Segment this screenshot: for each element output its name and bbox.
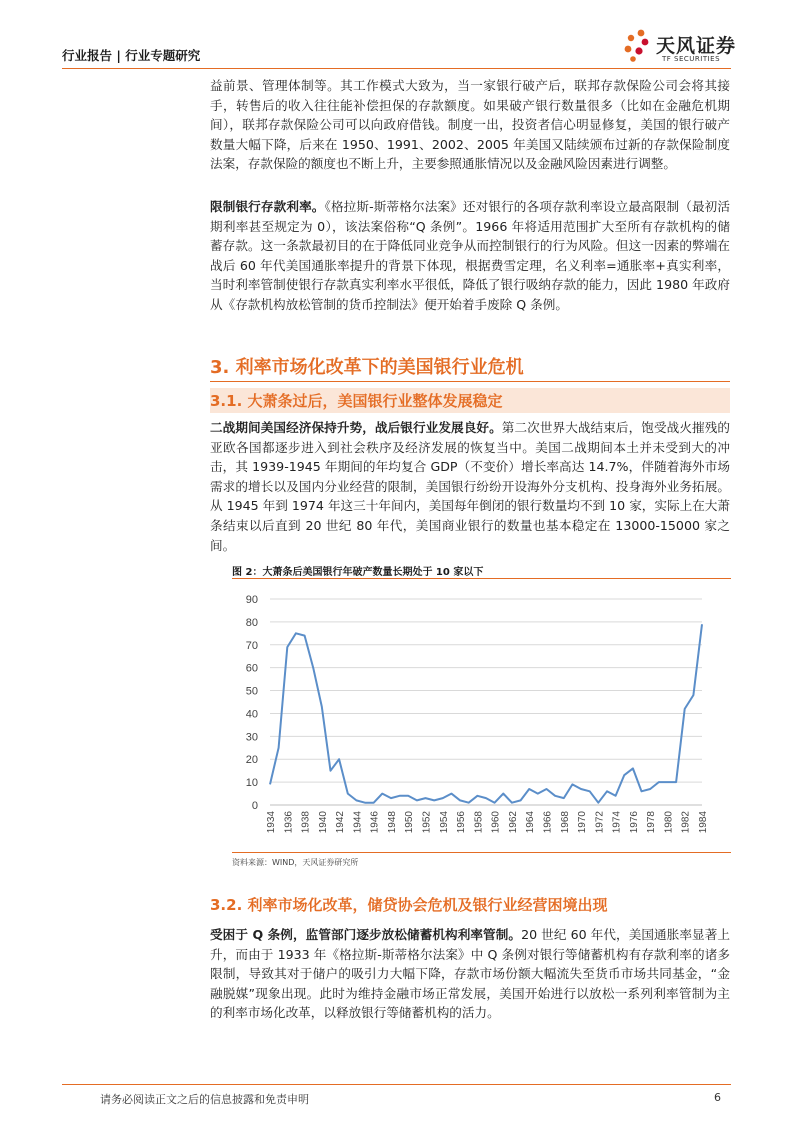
paragraph-body: 第二次世界大战结束后，饱受战火摧残的亚欧各国都逐步进入到社会秩序及经济发展的恢复当中。美国二战期间本土并未受到大的冲击，其 1939-1945 年期间的年均复合 GDP（不变价）增长率高达 14.7%，伴随着海外市场需求的增长以及国内分业经营的限制，美国银行纷纷开设海外分支机构、投身海外业务拓展。从 1945 年到 1974 年这三十年间内，美国每年倒闭的银行数量均不到 10 家，实际上在大萧条结束以后直到 20 世纪 80 年代，美国商业银行的数量也基本稳定在 13000-15000 家之间。 (210, 420, 731, 553)
header-divider (62, 68, 731, 69)
paragraph-postwar (210, 418, 730, 555)
x-tick-label: 1966 (542, 811, 554, 834)
y-tick-label: 50 (245, 685, 258, 698)
x-tick-label: 1980 (663, 811, 675, 834)
x-tick-label: 1984 (698, 811, 709, 834)
x-tick-label: 1944 (352, 811, 364, 834)
x-tick-label: 1938 (300, 811, 312, 834)
paragraph-lead: 限制银行存款利率。 (210, 199, 325, 214)
paragraph-body: 《格拉斯-斯蒂格尔法案》还对银行的各项存款利率设立最高限制（最初活期利率甚至规定为 0），该法案俗称“Q 条例”。1966 年将适用范围扩大至所有存款机构的储蓄存款。这一条款最初目的在于降低同业竞争从而控制银行的行为风险。但这一因素的弊端在战后 60 年代美国通胀率提升的背景下体现，根据费雪定理，名义利率=通胀率+真实利率，当时利率管制使银行存款真实利率水平很低，降低了银行吸纳存款的能力，因此 1980 年政府从《存款机构放松管制的货币控制法》便开始着手废除 Q 条例。 (210, 199, 730, 312)
header-title: 行业报告 | 行业专题研究 (62, 48, 201, 63)
x-tick-label: 1942 (335, 811, 347, 834)
figure-source: 资料来源：WIND，天风证券研究所 (232, 858, 359, 867)
logo-text-cn: 天风证券 (656, 35, 737, 57)
page-number: 6 (714, 1091, 721, 1104)
logo-icon (622, 28, 652, 62)
y-tick-label: 70 (245, 639, 258, 652)
bank-failures-line-chart (232, 582, 731, 850)
x-tick-label: 1974 (611, 811, 623, 834)
x-tick-label: 1964 (525, 811, 537, 834)
subsection-heading-3-2: 3.2. 利率市场化改革，储贷协会危机及银行业经营困境出现 (210, 896, 608, 914)
figure-title: 图 2：大萧条后美国银行年破产数量长期处于 10 家以下 (232, 567, 484, 578)
paragraph-lead: 受困于 Q 条例，监管部门逐步放松储蓄机构利率管制。 (210, 927, 522, 942)
y-tick-label: 90 (245, 594, 258, 606)
y-tick-label: 10 (245, 777, 258, 790)
x-tick-label: 1952 (421, 811, 433, 834)
x-tick-label: 1982 (680, 811, 692, 834)
x-tick-label: 1940 (317, 811, 329, 834)
x-tick-label: 1978 (646, 811, 658, 834)
section-heading-3: 3. 利率市场化改革下的美国银行业危机 (210, 357, 524, 378)
x-tick-label: 1958 (473, 811, 485, 834)
section-divider (210, 381, 730, 382)
footer-divider (62, 1084, 731, 1085)
paragraph-deposit-insurance: 益前景、管理体制等。其工作模式大致为，当一家银行破产后，联邦存款保险公司会将其接手，转售后的收入往往能补偿担保的存款额度。如果破产银行数量很多（比如在金融危机期间），联邦存款保险公司可以向政府借钱。制度一出，投资者信心明显修复，美国的银行破产数量大幅下降，后来在 1950、1991、2002、2005 年美国又陆续颁布过新的存款保险制度法案，存款保险的额度也不断上升，主要参照通胀情况以及金融风险因素进行调整。 (210, 78, 730, 172)
paragraph-lead: 二战期间美国经济保持升势，战后银行业发展良好。 (210, 420, 502, 435)
figure-top-rule (232, 578, 731, 579)
x-tick-label: 1954 (438, 811, 450, 834)
x-tick-label: 1934 (266, 811, 277, 834)
y-tick-label: 60 (245, 662, 258, 675)
paragraph-q-regulation (210, 925, 730, 1023)
y-tick-label: 0 (251, 800, 258, 812)
y-tick-label: 40 (245, 708, 258, 721)
logo-text-en: TF SECURITIES (662, 55, 721, 63)
x-tick-label: 1976 (628, 811, 640, 834)
y-tick-label: 30 (245, 731, 258, 744)
x-tick-label: 1956 (456, 811, 468, 834)
paragraph-body: 20 世纪 60 年代，美国通胀率显著上升，而由于 1933 年《格拉斯-斯蒂格尔法案》中 Q 条例对银行等储蓄机构有存款利率的诸多限制，导致其对于储户的吸引力大幅下降，存款市场份额大幅流失至货币市场共同基金，“金融脱媒”现象出现。此时为维持金融市场正常发展，美国开始进行以放松一系列利率管制为主的利率市场化改革，以释放银行等储蓄机构的活力。 (210, 927, 730, 1021)
company-logo (622, 28, 737, 66)
x-tick-label: 1968 (559, 811, 571, 834)
x-tick-label: 1950 (404, 811, 416, 834)
x-tick-label: 1936 (283, 811, 295, 834)
footer-disclaimer: 请务必阅读正文之后的信息披露和免责申明 (100, 1093, 309, 1106)
x-tick-label: 1962 (507, 811, 519, 834)
x-tick-label: 1960 (490, 811, 502, 834)
y-tick-label: 80 (245, 616, 258, 629)
y-tick-label: 20 (245, 754, 258, 767)
paragraph-rate-limit (210, 197, 730, 315)
figure-bottom-rule (232, 852, 731, 853)
x-tick-label: 1972 (594, 811, 606, 834)
x-tick-label: 1946 (369, 811, 381, 834)
x-tick-label: 1948 (386, 811, 398, 834)
subsection-heading-3-1: 3.1. 大萧条过后，美国银行业整体发展稳定 (210, 388, 730, 413)
x-tick-label: 1970 (577, 811, 589, 834)
